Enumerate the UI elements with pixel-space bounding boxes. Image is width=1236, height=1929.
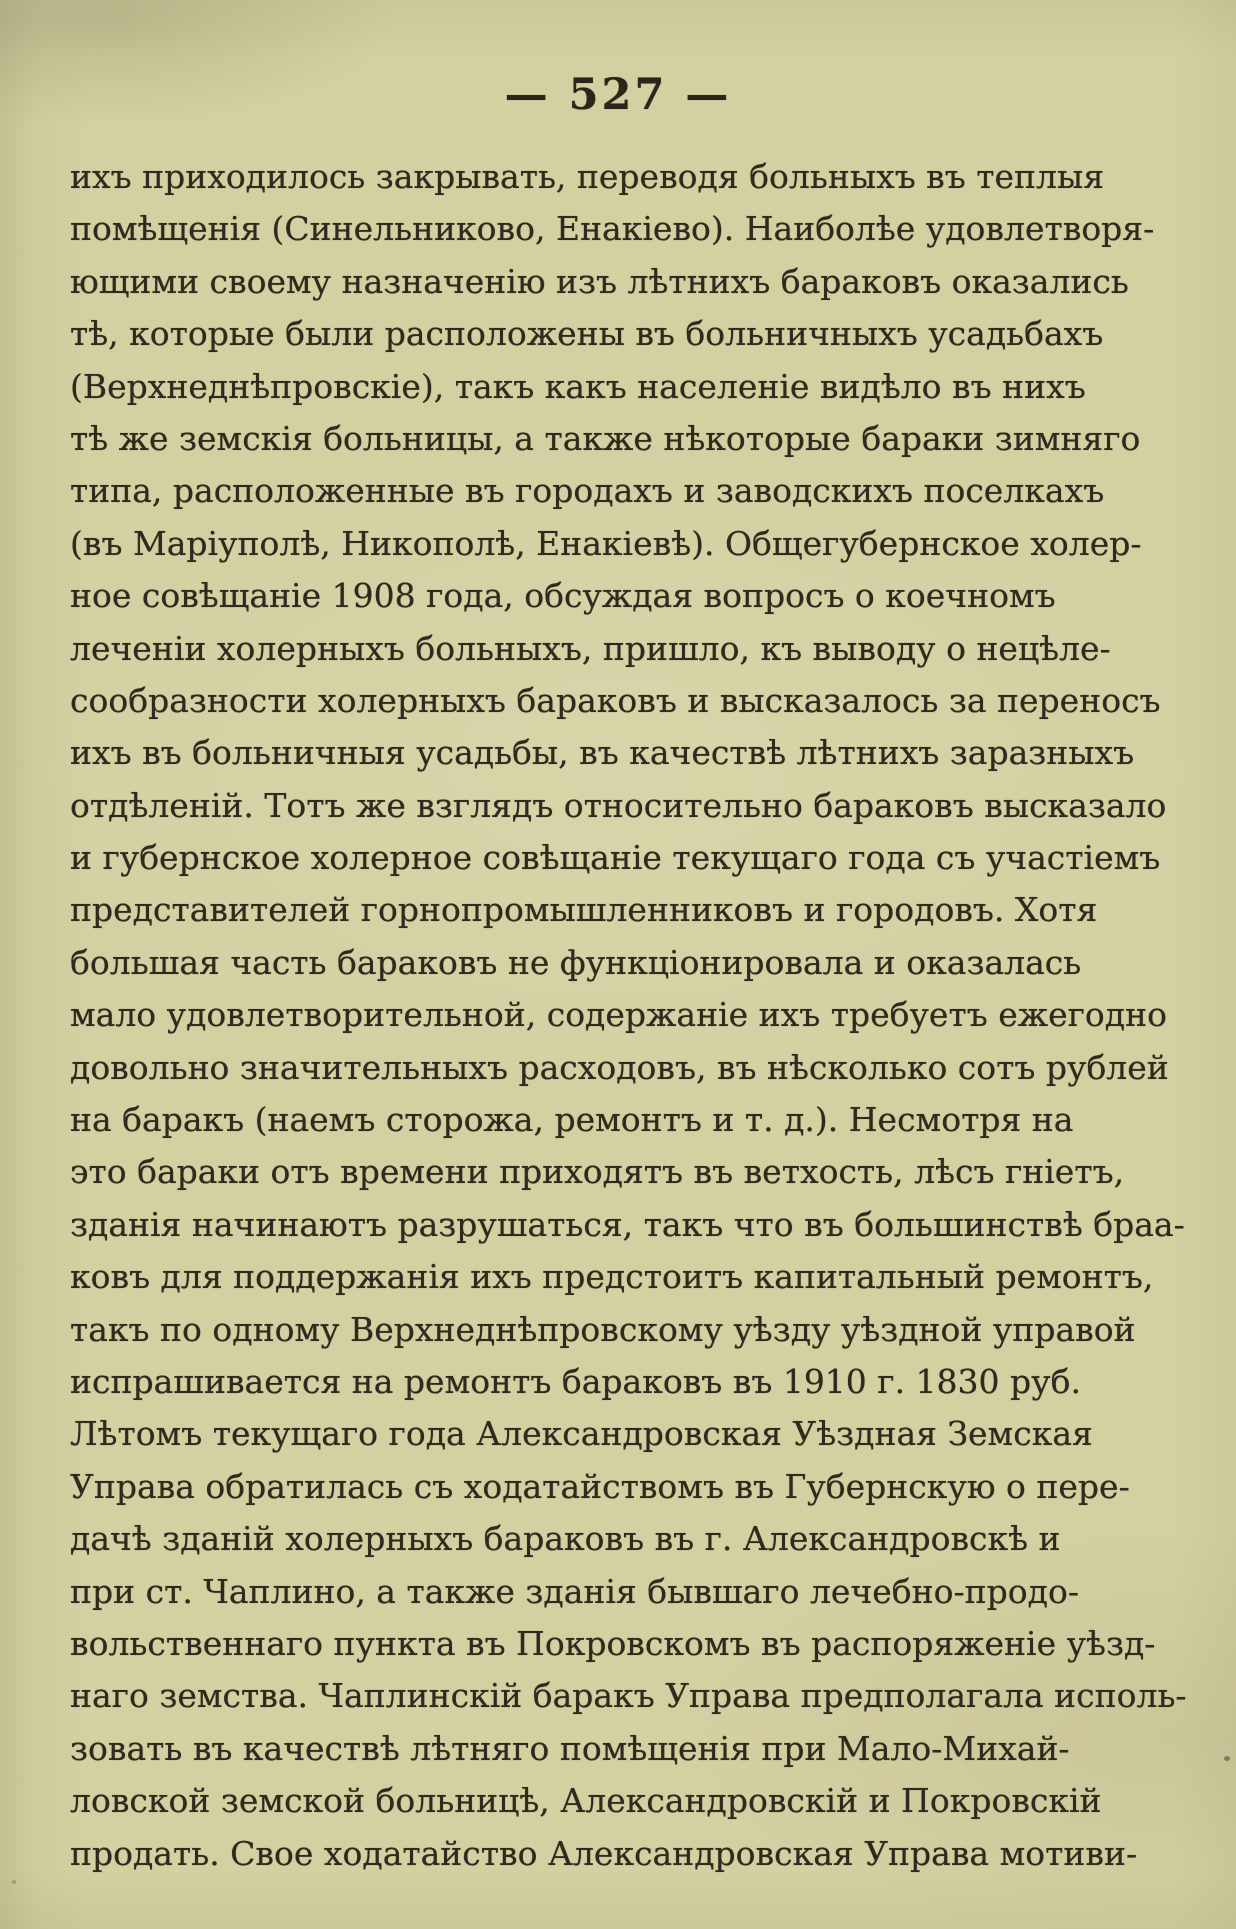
text-line: ющими своему назначенію изъ лѣтнихъ бараковъ оказались xyxy=(70,261,1129,301)
text-line: зовать въ качествѣ лѣтняго помѣщенія при Мало-Михай- xyxy=(70,1728,1070,1768)
text-line: ное совѣщаніе 1908 года, обсуждая вопросъ о коечномъ xyxy=(70,576,1056,616)
text-line: продать. Свое ходатайство Александровская Управа мотиви- xyxy=(70,1833,1138,1873)
paper-speck xyxy=(1224,1756,1230,1761)
text-line: на баракъ (наемъ сторожа, ремонтъ и т. д.). Несмотря на xyxy=(70,1100,1074,1140)
text-line: дачѣ зданій холерныхъ бараковъ въ г. Александровскѣ и xyxy=(70,1519,1061,1559)
text-line: Лѣтомъ текущаго года Александровская Уѣздная Земская xyxy=(70,1414,1093,1454)
text-line: и губернское холерное совѣщаніе текущаго года съ участіемъ xyxy=(70,838,1161,878)
text-line: леченіи холерныхъ больныхъ, пришло, къ выводу о нецѣле- xyxy=(70,628,1111,668)
text-line: это бараки отъ времени приходятъ въ ветхость, лѣсъ гніетъ, xyxy=(70,1152,1125,1192)
text-line: сообразности холерныхъ бараковъ и высказалось за переносъ xyxy=(70,680,1161,720)
text-line: испрашивается на ремонтъ бараковъ въ 1910 г. 1830 руб. xyxy=(70,1361,1081,1401)
text-line: тѣ, которые были расположены въ больничныхъ усадьбахъ xyxy=(70,314,1104,354)
text-line: большая часть бараковъ не функціонировала и оказалась xyxy=(70,942,1082,982)
text-line: отдѣленій. Тотъ же взглядъ относительно бараковъ высказало xyxy=(70,785,1167,825)
text-line: ковъ для поддержанія ихъ предстоитъ капитальный ремонтъ, xyxy=(70,1257,1154,1297)
text-line: вольственнаго пункта въ Покровскомъ въ распоряженіе уѣзд- xyxy=(70,1623,1156,1663)
text-line: наго земства. Чаплинскій баракъ Управа предполагала исполь- xyxy=(70,1676,1187,1716)
text-line: такъ по одному Верхнеднѣпровскому уѣзду уѣздной управой xyxy=(70,1309,1136,1349)
paper-speck xyxy=(12,1880,16,1884)
text-line: (въ Маріуполѣ, Никополѣ, Енакіевѣ). Общегубернское холер- xyxy=(70,523,1142,563)
text-line: типа, расположенные въ городахъ и заводскихъ поселкахъ xyxy=(70,471,1105,511)
text-line: мало удовлетворительной, содержаніе ихъ требуетъ ежегодно xyxy=(70,995,1167,1035)
text-line: ловской земской больницѣ, Александровскій и Покровскій xyxy=(70,1781,1102,1821)
text-line: (Верхнеднѣпровскіе), такъ какъ населеніе видѣло въ нихъ xyxy=(70,366,1086,406)
text-line: тѣ же земскія больницы, а также нѣкоторые бараки зимняго xyxy=(70,418,1141,458)
text-line: Управа обратилась съ ходатайствомъ въ Губернскую о пере- xyxy=(70,1466,1130,1506)
text-line: при ст. Чаплино, а также зданія бывшаго лечебно-продо- xyxy=(70,1571,1079,1611)
text-line: ихъ приходилось закрывать, переводя больныхъ въ теплыя xyxy=(70,157,1105,196)
text-line: помѣщенія (Синельниково, Енакіево). Наиболѣе удовлетворя- xyxy=(70,209,1155,249)
body-text xyxy=(70,151,1187,1880)
text-line: зданія начинаютъ разрушаться, такъ что въ большинствѣ браа- xyxy=(70,1204,1185,1244)
text-line: представителей горнопромышленниковъ и городовъ. Хотя xyxy=(70,890,1098,930)
page-number: — 527 — xyxy=(504,70,732,120)
text-line: довольно значительныхъ расходовъ, въ нѣсколько сотъ рублей xyxy=(70,1047,1169,1087)
text-line: ихъ въ больничныя усадьбы, въ качествѣ лѣтнихъ заразныхъ xyxy=(70,733,1135,773)
